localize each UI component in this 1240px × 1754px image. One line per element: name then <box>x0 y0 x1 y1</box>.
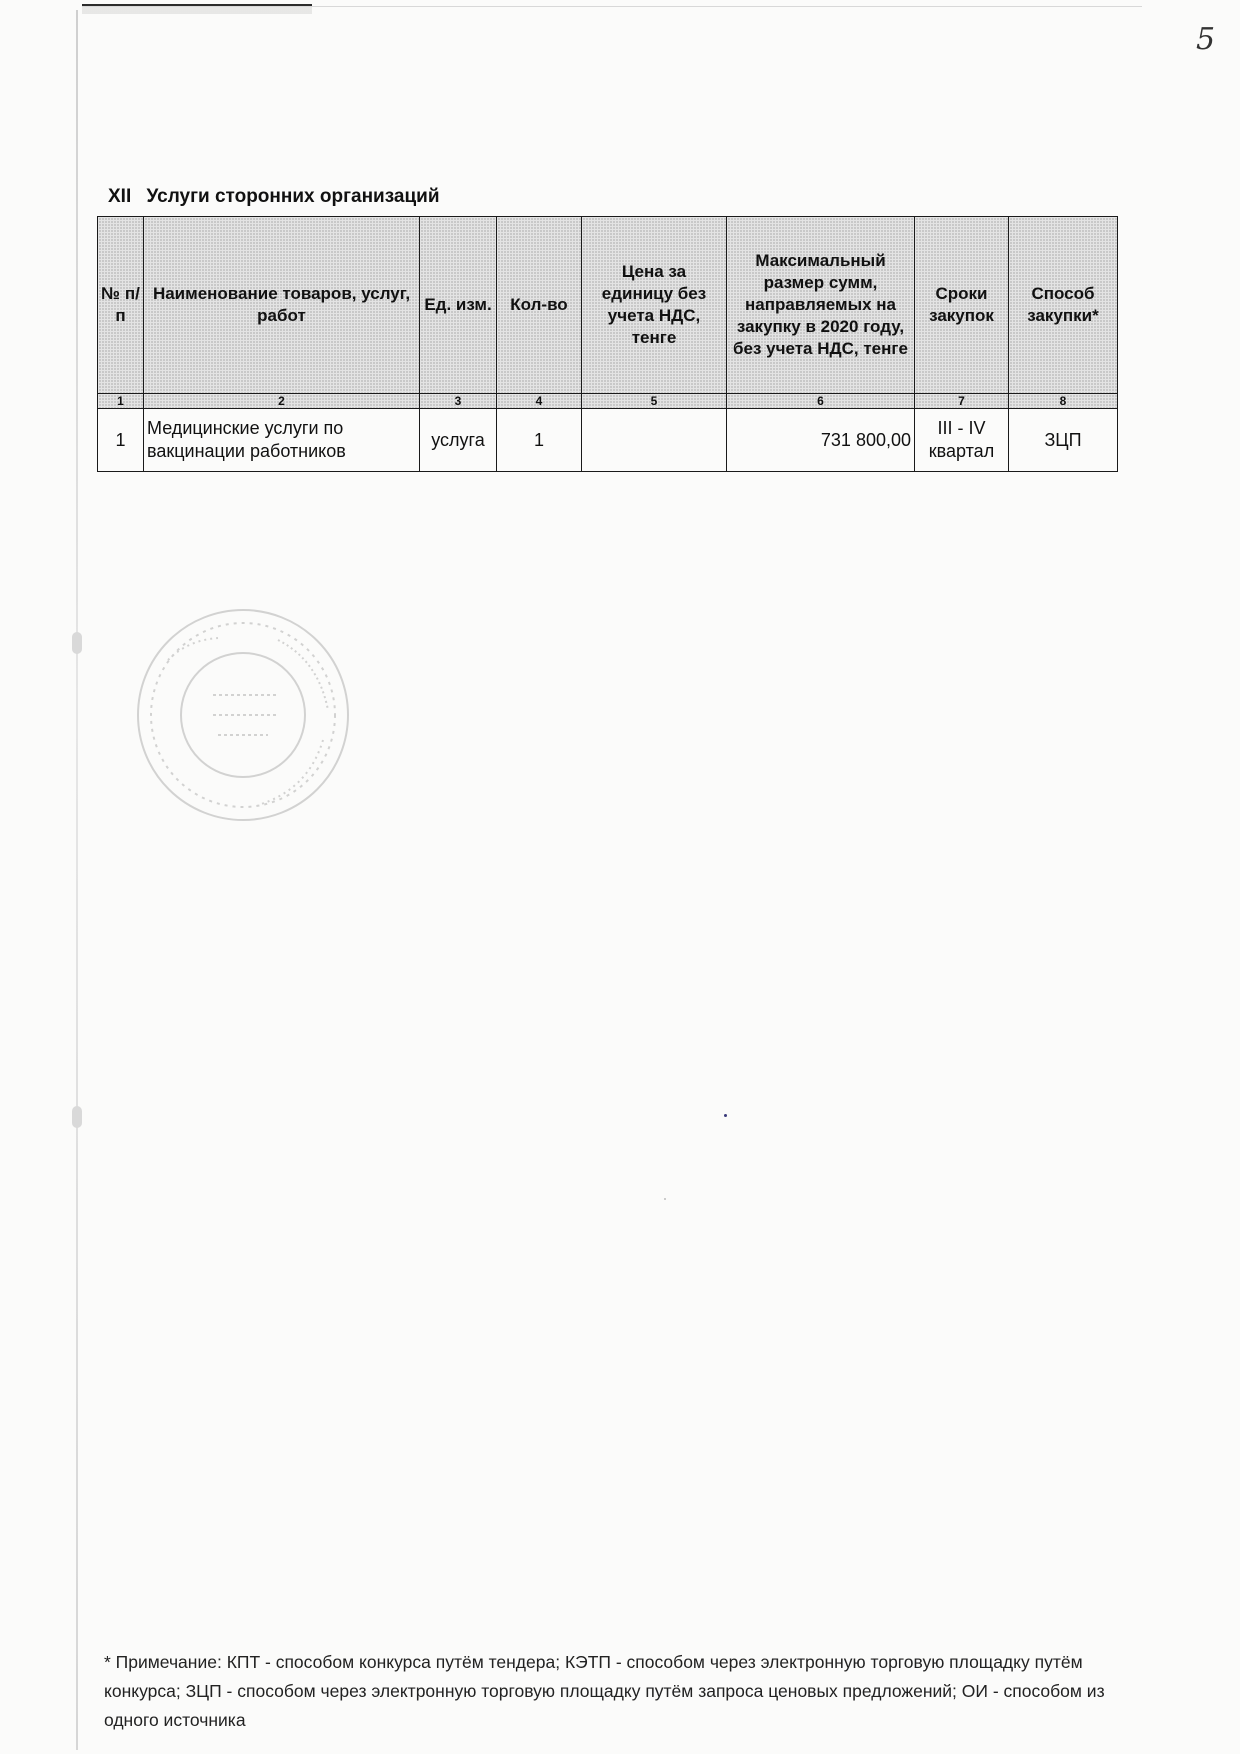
punch-hole-bottom <box>72 1106 82 1128</box>
column-number: 4 <box>497 394 582 409</box>
header-cell-max-sum: Максимальный размер сумм, направляемых на закупку в 2020 году, без учета НДС, тенге <box>727 217 915 394</box>
column-number: 2 <box>144 394 420 409</box>
scan-speck <box>724 1114 727 1117</box>
column-number: 5 <box>582 394 727 409</box>
scan-top-edge <box>82 6 1142 7</box>
footnote: * Примечание: КПТ - способом конкурса путём тендера; КЭТП - способом через электронную торговую площадку путём конкурса; ЗЦП - способом через электронную торговую площадку путём запроса ценовых предложений; ОИ - способом из одного источника <box>104 1652 1105 1730</box>
handwritten-page-number: 5 <box>1196 22 1216 57</box>
header-cell-method: Способ закупки* <box>1009 217 1118 394</box>
column-number: 3 <box>420 394 497 409</box>
section-title: Услуги сторонних организаций <box>146 186 440 207</box>
column-number: 1 <box>98 394 144 409</box>
cell-qty: 1 <box>497 409 582 472</box>
table-row <box>98 409 1118 472</box>
column-number-row <box>98 394 1118 409</box>
cell-name: Медицинские услуги по вакцинации работников <box>144 409 420 472</box>
section-heading <box>108 186 440 208</box>
header-cell-qty: Кол-во <box>497 217 582 394</box>
section-number: XII <box>108 186 132 207</box>
faded-stamp <box>128 600 358 830</box>
header-cell-unit: Ед. изм. <box>420 217 497 394</box>
cell-unit-price <box>582 409 727 472</box>
header-cell-period: Сроки закупок <box>915 217 1009 394</box>
cell-max-sum: 731 800,00 <box>727 409 915 472</box>
scan-speck <box>664 1198 666 1200</box>
column-number: 8 <box>1009 394 1118 409</box>
scan-left-edge <box>76 10 78 1750</box>
cell-unit: услуга <box>420 409 497 472</box>
header-cell-unit-price: Цена за единицу без учета НДС, тенге <box>582 217 727 394</box>
cell-period: III - IV квартал <box>915 409 1009 472</box>
table-header-row <box>98 217 1118 394</box>
header-cell-num: № п/п <box>98 217 144 394</box>
header-cell-name: Наименование товаров, услуг, работ <box>144 217 420 394</box>
column-number: 6 <box>727 394 915 409</box>
procurement-table <box>97 216 1118 472</box>
punch-hole-top <box>72 632 82 654</box>
cell-num: 1 <box>98 409 144 472</box>
cell-method: ЗЦП <box>1009 409 1118 472</box>
column-number: 7 <box>915 394 1009 409</box>
